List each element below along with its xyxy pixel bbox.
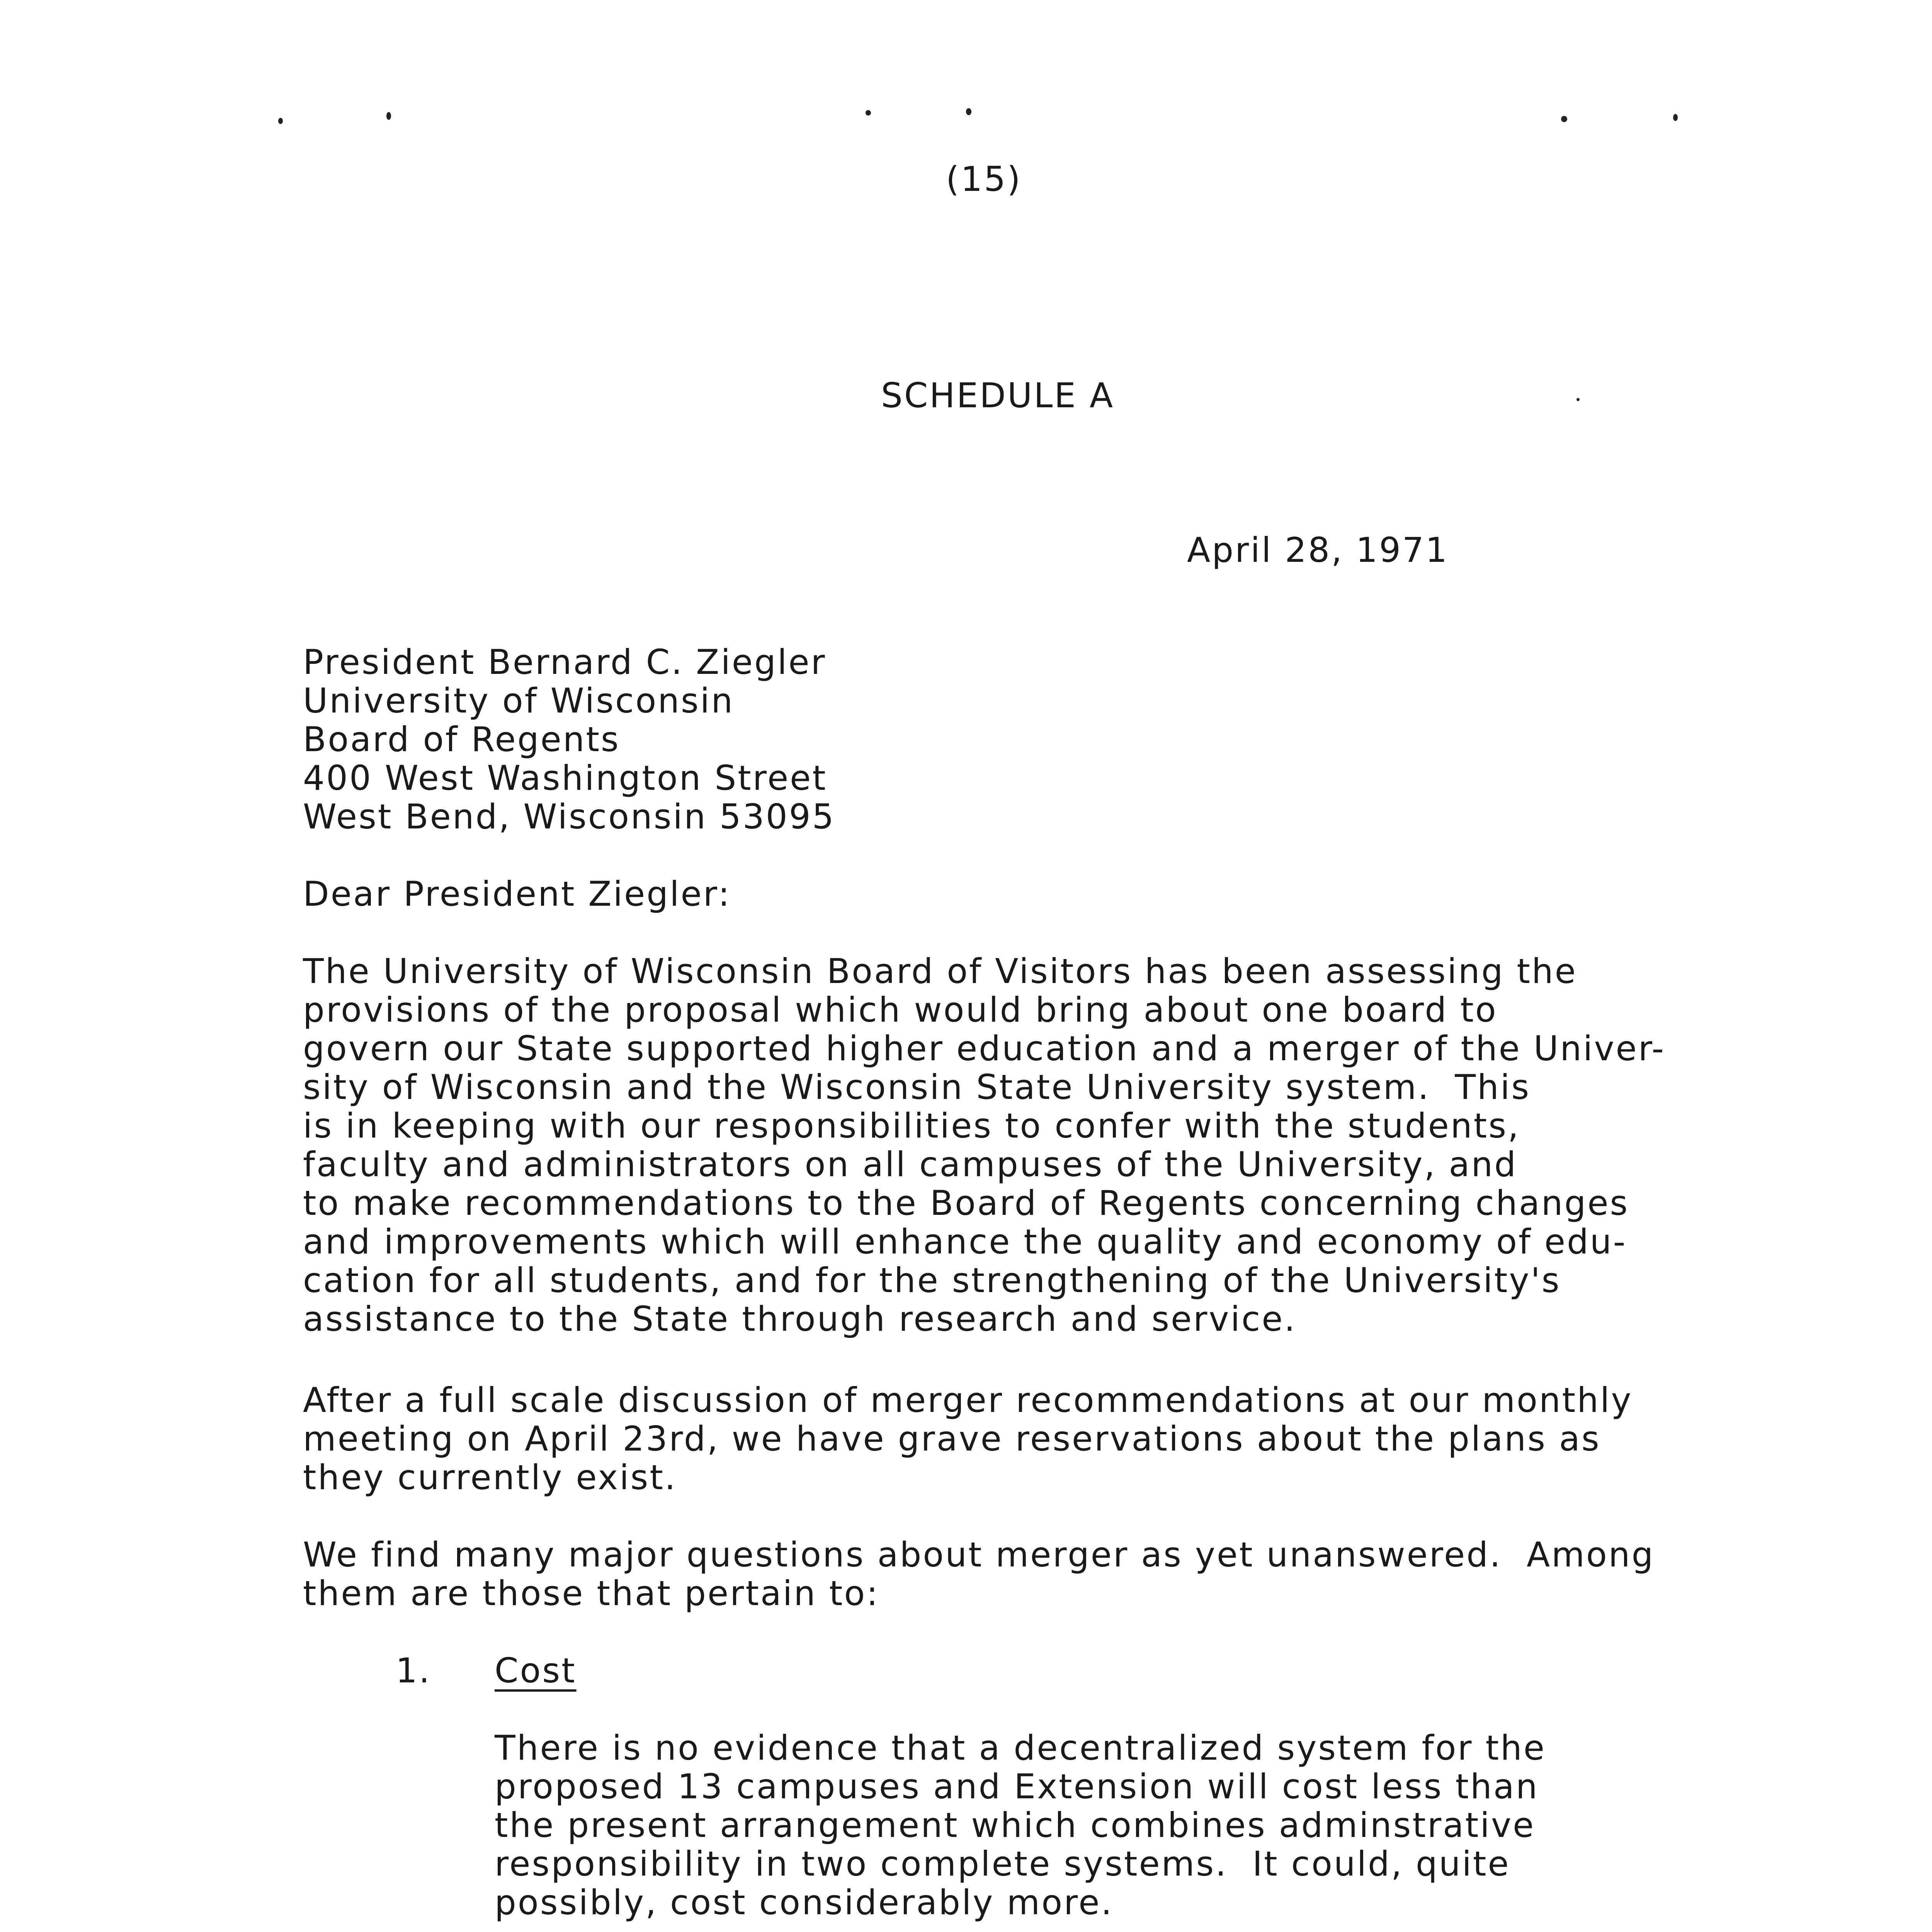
scan-speck (386, 112, 391, 120)
item-number: 1. (396, 1651, 431, 1690)
scan-speck (1577, 398, 1580, 401)
paragraph-line: assistance to the State through research and service. (303, 1299, 1297, 1339)
paragraph-line: meeting on April 23rd, we have grave reservations about the plans as (303, 1419, 1601, 1459)
paragraph-line: faculty and administrators on all campuses of the University, and (303, 1145, 1518, 1184)
address-line: University of Wisconsin (303, 681, 735, 721)
item-line: There is no evidence that a decentralized system for the (495, 1728, 1546, 1768)
scan-speck (966, 108, 971, 115)
paragraph-line: is in keeping with our responsibilities to confer with the students, (303, 1106, 1520, 1146)
address-line: 400 West Washington Street (303, 758, 827, 798)
paragraph-line: After a full scale discussion of merger recommendations at our monthly (303, 1380, 1633, 1420)
item-heading: Cost (495, 1651, 577, 1690)
paragraph-line: The University of Wisconsin Board of Visitors has been assessing the (303, 951, 1577, 991)
item-line: the present arrangement which combines adminstrative (495, 1805, 1536, 1845)
scan-speck (1561, 116, 1567, 122)
item-line: possibly, cost considerably more. (495, 1883, 1114, 1922)
paragraph-line: they currently exist. (303, 1458, 677, 1497)
schedule-title: SCHEDULE A (881, 376, 1115, 415)
paragraph-line: We find many major questions about merger as yet unanswered. Among (303, 1535, 1655, 1575)
paragraph-line: govern our State supported higher education and a merger of the Univer- (303, 1029, 1665, 1068)
scan-speck (1673, 114, 1678, 121)
address-line: Board of Regents (303, 719, 620, 759)
page-number: (15) (946, 159, 1022, 199)
paragraph-line: sity of Wisconsin and the Wisconsin State University system. This (303, 1067, 1531, 1107)
paragraph-line: provisions of the proposal which would bring about one board to (303, 990, 1498, 1030)
paragraph-line: cation for all students, and for the strengthening of the University's (303, 1260, 1561, 1300)
salutation: Dear President Ziegler: (303, 874, 731, 914)
scan-speck (866, 110, 871, 116)
scan-speck (278, 118, 283, 124)
paragraph-line: and improvements which will enhance the quality and economy of edu- (303, 1222, 1627, 1262)
item-line: proposed 13 campuses and Extension will cost less than (495, 1767, 1539, 1806)
letter-date: April 28, 1971 (1187, 530, 1449, 570)
address-line: West Bend, Wisconsin 53095 (303, 797, 835, 837)
paragraph-line: them are those that pertain to: (303, 1573, 879, 1613)
paragraph-line: to make recommendations to the Board of Regents concerning changes (303, 1183, 1629, 1223)
item-line: responsibility in two complete systems. It could, quite (495, 1844, 1510, 1884)
address-line: President Bernard C. Ziegler (303, 642, 827, 682)
